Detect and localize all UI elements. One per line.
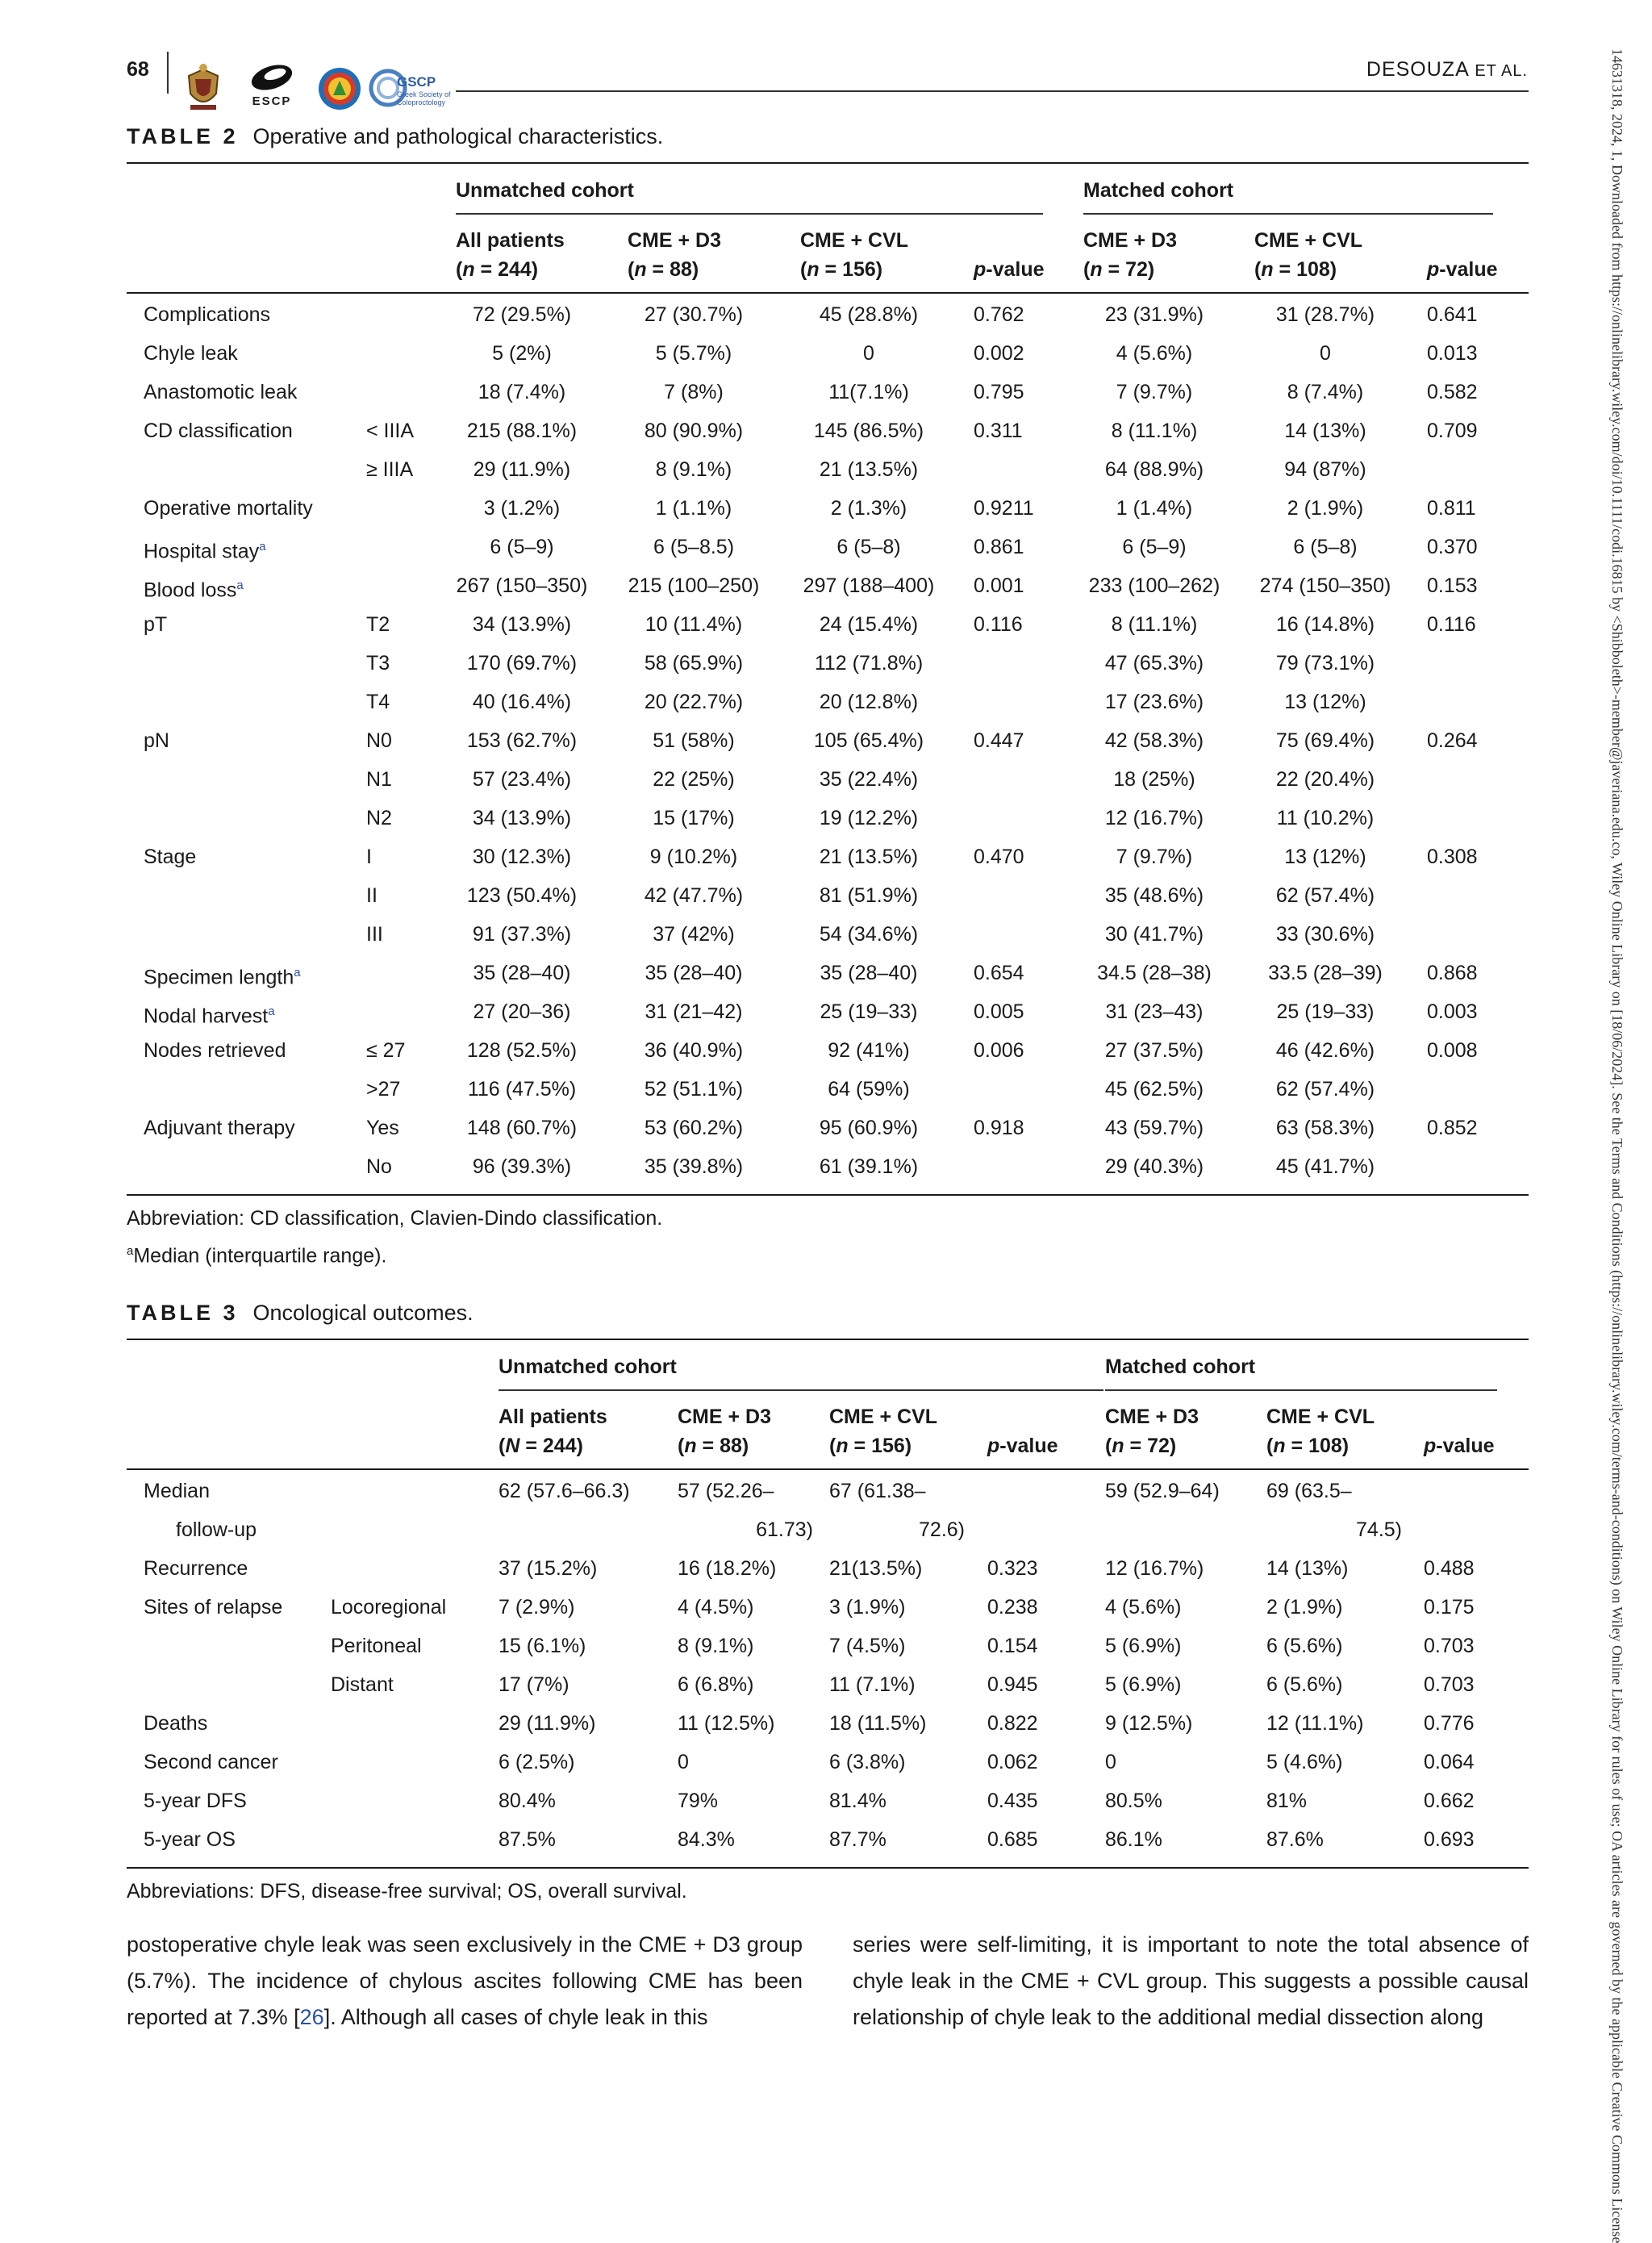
table-cell: 18 (7.4%) (478, 381, 566, 403)
table-label: TABLE 2 (127, 124, 239, 148)
table-cell: 8 (9.1%) (655, 458, 732, 481)
table-cell: 1 (1.1%) (655, 497, 732, 520)
table-cell: 84.3% (678, 1828, 735, 1851)
table-cell: 15 (17%) (653, 807, 735, 829)
table-cell: 35 (22.4%) (819, 768, 919, 791)
column-header: CME + D3 (n = 72) (1105, 1406, 1199, 1457)
row-label: Second cancer (144, 1751, 278, 1773)
table-cell: 0.582 (1427, 381, 1478, 403)
table-cell: 9 (10.2%) (649, 846, 738, 868)
table-cell: 40 (16.4%) (472, 691, 572, 713)
table-footnote: Abbreviations: DFS, disease-free survival; OS, overall survival. (127, 1880, 687, 1903)
table-cell: 31 (28.7%) (1275, 303, 1375, 326)
table-cell: 42 (58.3%) (1104, 729, 1204, 752)
table-cell: 0.488 (1424, 1557, 1475, 1580)
table-cell: 0.370 (1427, 536, 1478, 558)
table-cell-continued: 74.5) (1356, 1518, 1402, 1541)
group-header-unmatched: Unmatched cohort (456, 179, 634, 202)
row-label: Median (144, 1480, 210, 1502)
table-cell: 297 (188–400) (803, 574, 935, 597)
table-cell: 0.852 (1427, 1117, 1478, 1139)
column-header: p-value (987, 1435, 1058, 1457)
row-label: Sites of relapse (144, 1596, 283, 1619)
column-header: CME + CVL (n = 108) (1266, 1406, 1375, 1457)
table-cell: 0.861 (974, 536, 1024, 558)
table-cell: 8 (7.4%) (1287, 381, 1364, 403)
row-label: Anastomotic leak (144, 381, 298, 403)
table-cell: 0.435 (987, 1790, 1038, 1812)
table-cell: 34 (13.9%) (472, 807, 572, 829)
table-cell: 34.5 (28–38) (1097, 962, 1212, 984)
table-cell: 7 (4.5%) (829, 1635, 906, 1657)
header-rule (127, 292, 1529, 294)
table-cell: 69 (63.5– (1266, 1480, 1352, 1502)
table-cell: 0.685 (987, 1828, 1038, 1851)
column-header: CME + CVL (n = 156) (800, 229, 909, 281)
table-cell: 6 (5.6%) (1266, 1673, 1343, 1696)
table-cell: 45 (41.7%) (1275, 1155, 1375, 1178)
table-cell: 31 (23–43) (1105, 1000, 1204, 1023)
table-cell: 46 (42.6%) (1275, 1039, 1375, 1062)
reference-link[interactable]: 26 (299, 2005, 324, 2029)
table-cell: 4 (4.5%) (678, 1596, 754, 1619)
row-sublabel: N2 (366, 807, 392, 829)
row-label: Specimen length$^a$ (144, 966, 301, 989)
table-cell: 20 (12.8%) (819, 691, 919, 713)
group-rule-unmatched (456, 213, 1043, 215)
row-sublabel: Peritoneal (331, 1635, 422, 1657)
row-sublabel: III (366, 923, 383, 946)
table-cell: 27 (30.7%) (644, 303, 744, 326)
table-cell: 47 (65.3%) (1104, 652, 1204, 675)
table-cell: 0.005 (974, 1000, 1024, 1023)
table-cell: 0.470 (974, 846, 1024, 868)
table-cell: 0.776 (1424, 1712, 1475, 1735)
table-cell: 0.003 (1427, 1000, 1478, 1023)
table-cell: 63 (58.3%) (1275, 1117, 1375, 1139)
table-cell: 0.064 (1424, 1751, 1475, 1773)
table-cell: 0.238 (987, 1596, 1038, 1619)
table-caption (127, 124, 663, 149)
table-cell: 0 (678, 1751, 689, 1773)
table-cell: 112 (71.8%) (814, 652, 924, 675)
table-cell: 0.116 (1427, 613, 1476, 636)
row-sublabel: >27 (366, 1078, 401, 1101)
table-cell: 33 (30.6%) (1275, 923, 1375, 946)
table-cell: 81 (51.9%) (819, 884, 919, 907)
download-notice: 14631318, 2024, 1, Downloaded from https://onlinelibrary.wiley.com/doi/10.1111/codi.16815 by <Shibboleth>-member@javeriana.edu.co, Wiley Online Library on [18/06/2024]. See the Terms and Conditions (https://onlinelibrary.wiley.com/terms-and-conditions) on Wiley Online Library for rules of use; OA articles are governed by the applicable Creative Commons License (1609, 48, 1625, 2243)
row-label-continued: follow-up (176, 1518, 257, 1541)
table-cell: 29 (11.9%) (499, 1712, 596, 1735)
table-caption-text: Operative and pathological characteristics. (252, 124, 664, 148)
table-cell: 11 (10.2%) (1276, 807, 1375, 829)
table-cell: 52 (51.1%) (644, 1078, 744, 1101)
table-cell: 0.811 (1427, 497, 1476, 520)
row-label: Nodal harvest$^a$ (144, 1005, 275, 1028)
group-rule-matched (1105, 1389, 1497, 1391)
table-cell: 0.062 (987, 1751, 1038, 1773)
table-cell: 25 (19–33) (1276, 1000, 1375, 1023)
group-header-matched: Matched cohort (1105, 1355, 1256, 1378)
header-rule (456, 90, 1529, 92)
table-cell: 0.662 (1424, 1790, 1475, 1812)
table-cell: 2 (1.9%) (1287, 497, 1364, 520)
society-crest-icon (184, 63, 223, 113)
table-cell: 20 (22.7%) (644, 691, 744, 713)
table-cell: 0 (1320, 342, 1331, 365)
body-text-left-column: postoperative chyle leak was seen exclusively in the CME + D3 group (5.7%). The incidence of chylous ascites following CME has been reported at 7.3% [26]. Although all cases of chyle leak in this (127, 1932, 803, 2029)
table-cell: 123 (50.4%) (466, 884, 578, 907)
table-cell: 0.795 (974, 381, 1024, 403)
column-header: All patients (n = 244) (456, 229, 565, 281)
table-cell: 2 (1.3%) (830, 497, 907, 520)
row-label: CD classification (144, 420, 293, 442)
table-cell: 5 (5.7%) (655, 342, 732, 365)
table-cell: 148 (60.7%) (466, 1117, 578, 1139)
column-header: p-value (1427, 258, 1498, 281)
body-text-right-column: series were self-limiting, it is important to note the total absence of chyle leak in the CME + CVL group. This suggests a possible causal relationship of chyle leak to the additional medial dissection along (853, 1932, 1529, 2029)
table-cell: 4 (5.6%) (1105, 1596, 1182, 1619)
circular-society-logo (317, 66, 362, 111)
column-header: CME + CVL (n = 108) (1254, 229, 1363, 281)
escp-logo: ESCP (248, 63, 295, 113)
column-header: p-value (1424, 1435, 1495, 1457)
row-label: 5-year DFS (144, 1790, 247, 1812)
table-cell: 0.006 (974, 1039, 1024, 1062)
table-cell: 0.264 (1427, 729, 1478, 752)
table-cell: 215 (88.1%) (466, 420, 578, 442)
table-cell: 16 (14.8%) (1275, 613, 1375, 636)
table-cell: 0.703 (1424, 1673, 1475, 1696)
table-cell: 18 (25%) (1113, 768, 1195, 791)
table-cell: 75 (69.4%) (1275, 729, 1375, 752)
table-cell: 1 (1.4%) (1116, 497, 1193, 520)
table-cell: 23 (31.9%) (1104, 303, 1204, 326)
table-cell: 9 (12.5%) (1105, 1712, 1193, 1735)
table-cell: 145 (86.5%) (813, 420, 924, 442)
header-separator (167, 52, 169, 94)
table-cell: 267 (150–350) (456, 574, 588, 597)
table-cell: 62 (57.4%) (1275, 1078, 1375, 1101)
table-cell: 18 (11.5%) (829, 1712, 927, 1735)
table-cell: 0.641 (1427, 303, 1478, 326)
column-header: CME + D3 (n = 88) (678, 1406, 772, 1457)
table-cell: 0.308 (1427, 846, 1478, 868)
table-cell: 64 (88.9%) (1104, 458, 1204, 481)
group-rule-unmatched (499, 1389, 1103, 1391)
table-cell: 233 (100–262) (1088, 574, 1220, 597)
table-cell: 6 (6.8%) (678, 1673, 754, 1696)
table-bottom-rule (127, 1867, 1529, 1869)
row-label: Blood loss$^a$ (144, 579, 244, 602)
row-sublabel: II (366, 884, 378, 907)
row-label: Complications (144, 303, 271, 326)
table-cell: 43 (59.7%) (1104, 1117, 1204, 1139)
row-label: Chyle leak (144, 342, 238, 365)
column-header: CME + CVL (n = 156) (829, 1406, 938, 1457)
table-cell: 94 (87%) (1284, 458, 1366, 481)
table-cell: 7 (9.7%) (1116, 381, 1193, 403)
row-label: 5-year OS (144, 1828, 236, 1851)
gscp-logo: GSCP Greek Society of Coloproctology (368, 68, 465, 113)
table-cell: 17 (7%) (499, 1673, 569, 1696)
table-cell: 0.709 (1427, 420, 1478, 442)
table-cell: 6 (5.6%) (1266, 1635, 1343, 1657)
table-cell: 5 (4.6%) (1266, 1751, 1343, 1773)
table-cell: 37 (15.2%) (499, 1557, 598, 1580)
table-cell: 7 (8%) (664, 381, 724, 403)
table-cell: 35 (39.8%) (644, 1155, 744, 1178)
table-cell: 14 (13%) (1284, 420, 1366, 442)
table-top-rule (127, 1339, 1529, 1340)
table-cell: 6 (5–9) (1122, 536, 1187, 558)
table-cell: 11 (7.1%) (829, 1673, 916, 1696)
table-cell: 8 (11.1%) (1111, 613, 1198, 636)
table-cell: 12 (16.7%) (1104, 807, 1204, 829)
table-cell: 215 (100–250) (628, 574, 760, 597)
table-cell: 153 (62.7%) (466, 729, 578, 752)
table-label: TABLE 3 (127, 1301, 239, 1325)
table-cell: 22 (25%) (653, 768, 735, 791)
table-cell: 5 (2%) (492, 342, 552, 365)
table-cell: 15 (6.1%) (499, 1635, 586, 1657)
table-cell: 0.9211 (974, 497, 1034, 520)
table-cell: 8 (11.1%) (1111, 420, 1198, 442)
table-cell: 72 (29.5%) (472, 303, 572, 326)
row-sublabel: T3 (366, 652, 390, 675)
table-cell: 2 (1.9%) (1266, 1596, 1343, 1619)
table-cell: 6 (5–9) (490, 536, 554, 558)
row-sublabel: ≥ IIIA (366, 458, 414, 481)
table-cell: 86.1% (1105, 1828, 1162, 1851)
table-cell: 5 (6.9%) (1105, 1673, 1182, 1696)
table-cell: 95 (60.9%) (819, 1117, 919, 1139)
table-cell: 12 (16.7%) (1105, 1557, 1204, 1580)
table-cell: 170 (69.7%) (466, 652, 578, 675)
table-cell: 81.4% (829, 1790, 886, 1812)
table-cell: 92 (41%) (828, 1039, 910, 1062)
table-cell: 0.762 (974, 303, 1024, 326)
group-header-matched: Matched cohort (1083, 179, 1234, 202)
table-cell: 29 (11.9%) (473, 458, 571, 481)
row-sublabel: N0 (366, 729, 392, 752)
table-cell: 37 (42%) (653, 923, 735, 946)
table-cell: 0.945 (987, 1673, 1038, 1696)
column-header: CME + D3 (n = 72) (1083, 229, 1178, 281)
table-cell: 19 (12.2%) (819, 807, 919, 829)
table-cell: 80.5% (1105, 1790, 1162, 1812)
table-cell: 8 (9.1%) (678, 1635, 754, 1657)
table-cell: 128 (52.5%) (466, 1039, 578, 1062)
column-header: p-value (974, 258, 1045, 281)
table-cell: 62 (57.4%) (1275, 884, 1375, 907)
table-cell: 17 (23.6%) (1104, 691, 1204, 713)
table-cell: 80.4% (499, 1790, 556, 1812)
table-cell: 0.918 (974, 1117, 1024, 1139)
table-cell: 0.116 (974, 613, 1023, 636)
table-cell: 79% (678, 1790, 719, 1812)
table-footnote: $^a$Median (interquartile range). (127, 1244, 387, 1268)
row-sublabel: ≤ 27 (366, 1039, 406, 1062)
table-cell: 81% (1266, 1790, 1308, 1812)
row-sublabel: Locoregional (331, 1596, 447, 1619)
table-cell: 0 (1105, 1751, 1116, 1773)
table-cell: 96 (39.3%) (472, 1155, 572, 1178)
table-cell: 34 (13.9%) (472, 613, 572, 636)
table-cell: 0.001 (974, 574, 1024, 597)
table-cell: 27 (37.5%) (1104, 1039, 1204, 1062)
table-cell: 31 (21–42) (645, 1000, 743, 1023)
table-cell: 6 (5–8) (1293, 536, 1358, 558)
table-cell: 24 (15.4%) (819, 613, 919, 636)
running-head: DESOUZA ET AL. (1366, 58, 1528, 81)
row-label: Stage (144, 846, 197, 868)
table-cell: 35 (48.6%) (1104, 884, 1204, 907)
table-cell: 0.822 (987, 1712, 1038, 1735)
table-cell: 11(7.1%) (828, 381, 909, 403)
page-number: 68 (127, 58, 149, 81)
column-header: CME + D3 (n = 88) (628, 229, 722, 281)
table-cell: 57 (23.4%) (472, 768, 572, 791)
table-cell: 0.447 (974, 729, 1024, 752)
table-cell: 33.5 (28–39) (1268, 962, 1383, 984)
table-cell: 5 (6.9%) (1105, 1635, 1182, 1657)
row-sublabel: < IIIA (366, 420, 415, 442)
table-cell: 13 (12%) (1284, 691, 1366, 713)
table-cell: 25 (19–33) (820, 1000, 918, 1023)
table-cell: 4 (5.6%) (1116, 342, 1193, 365)
table-cell: 6 (3.8%) (829, 1751, 906, 1773)
table-cell: 21 (13.5%) (819, 458, 919, 481)
row-label: Nodes retrieved (144, 1039, 286, 1062)
table-cell: 36 (40.9%) (644, 1039, 744, 1062)
table-cell: 59 (52.9–64) (1105, 1480, 1220, 1502)
table-cell: 0.153 (1427, 574, 1478, 597)
row-sublabel: I (366, 846, 372, 868)
table-cell: 91 (37.3%) (472, 923, 572, 946)
table-cell: 22 (20.4%) (1275, 768, 1375, 791)
row-sublabel: Yes (366, 1117, 399, 1139)
row-label: pN (144, 729, 169, 752)
row-label: Hospital stay$^a$ (144, 540, 266, 563)
group-rule-matched (1083, 213, 1493, 215)
table-cell: 58 (65.9%) (644, 652, 744, 675)
row-label: Adjuvant therapy (144, 1117, 295, 1139)
table-cell: 0.008 (1427, 1039, 1478, 1062)
row-sublabel: T4 (366, 691, 390, 713)
table-top-rule (127, 162, 1529, 164)
table-cell: 6 (5–8.5) (653, 536, 735, 558)
table-cell: 0.154 (987, 1635, 1038, 1657)
table-cell: 3 (1.2%) (483, 497, 561, 520)
table-cell: 13 (12%) (1284, 846, 1366, 868)
table-cell: 87.7% (829, 1828, 886, 1851)
table-cell: 0.703 (1424, 1635, 1475, 1657)
table-cell: 30 (41.7%) (1104, 923, 1204, 946)
table-cell: 0.654 (974, 962, 1024, 984)
table-cell: 12 (11.1%) (1266, 1712, 1364, 1735)
row-label: Recurrence (144, 1557, 248, 1580)
table-cell: 30 (12.3%) (472, 846, 572, 868)
table-cell: 87.6% (1266, 1828, 1324, 1851)
table-cell: 42 (47.7%) (644, 884, 744, 907)
table-cell: 116 (47.5%) (467, 1078, 577, 1101)
table-cell: 6 (5–8) (836, 536, 901, 558)
row-label: Deaths (144, 1712, 208, 1735)
table-cell: 3 (1.9%) (829, 1596, 906, 1619)
table-cell: 274 (150–350) (1259, 574, 1391, 597)
table-cell: 16 (18.2%) (678, 1557, 777, 1580)
table-cell: 0.175 (1424, 1596, 1475, 1619)
table-caption-text: Oncological outcomes. (252, 1301, 473, 1325)
table-cell: 35 (28–40) (645, 962, 743, 984)
table-cell: 0.868 (1427, 962, 1478, 984)
table-cell: 54 (34.6%) (819, 923, 919, 946)
table-cell: 51 (58%) (653, 729, 735, 752)
table-cell: 6 (2.5%) (499, 1751, 575, 1773)
table-cell: 35 (28–40) (473, 962, 571, 984)
table-cell: 53 (60.2%) (644, 1117, 744, 1139)
table-cell: 35 (28–40) (820, 962, 918, 984)
row-sublabel: Distant (331, 1673, 394, 1696)
table-cell: 62 (57.6–66.3) (499, 1480, 630, 1502)
table-cell: 67 (61.38– (829, 1480, 926, 1502)
table-cell: 27 (20–36) (473, 1000, 571, 1023)
table-cell: 7 (2.9%) (499, 1596, 575, 1619)
column-header: All patients (N = 244) (499, 1406, 607, 1457)
table-cell: 57 (52.26– (678, 1480, 774, 1502)
table-cell: 0.323 (987, 1557, 1038, 1580)
table-cell: 21 (13.5%) (819, 846, 919, 868)
table-cell: 80 (90.9%) (644, 420, 744, 442)
table-cell: 0.002 (974, 342, 1024, 365)
table-cell: 0 (863, 342, 874, 365)
table-cell: 79 (73.1%) (1275, 652, 1375, 675)
table-cell: 11 (12.5%) (678, 1712, 775, 1735)
table-caption (127, 1301, 473, 1326)
table-bottom-rule (127, 1194, 1529, 1196)
table-footnote: Abbreviation: CD classification, Clavien-Dindo classification. (127, 1207, 663, 1230)
group-header-unmatched: Unmatched cohort (499, 1355, 677, 1378)
table-cell: 0.311 (974, 420, 1023, 442)
row-label: pT (144, 613, 168, 636)
table-cell-continued: 72.6) (919, 1518, 965, 1541)
table-cell: 29 (40.3%) (1104, 1155, 1204, 1178)
table-cell: 10 (11.4%) (645, 613, 743, 636)
table-cell: 45 (62.5%) (1104, 1078, 1204, 1101)
table-cell: 64 (59%) (828, 1078, 910, 1101)
row-sublabel: N1 (366, 768, 392, 791)
table-cell: 7 (9.7%) (1116, 846, 1193, 868)
table-cell: 87.5% (499, 1828, 556, 1851)
table-cell: 61 (39.1%) (819, 1155, 919, 1178)
table-cell: 105 (65.4%) (813, 729, 924, 752)
row-sublabel: T2 (366, 613, 390, 636)
header-rule (127, 1468, 1529, 1470)
table-cell: 14 (13%) (1266, 1557, 1349, 1580)
table-cell: 0.013 (1427, 342, 1478, 365)
row-label: Operative mortality (144, 497, 313, 520)
row-sublabel: No (366, 1155, 392, 1178)
table-cell: 21(13.5%) (829, 1557, 923, 1580)
table-cell-continued: 61.73) (756, 1518, 813, 1541)
table-cell: 0.693 (1424, 1828, 1475, 1851)
table-cell: 45 (28.8%) (819, 303, 919, 326)
